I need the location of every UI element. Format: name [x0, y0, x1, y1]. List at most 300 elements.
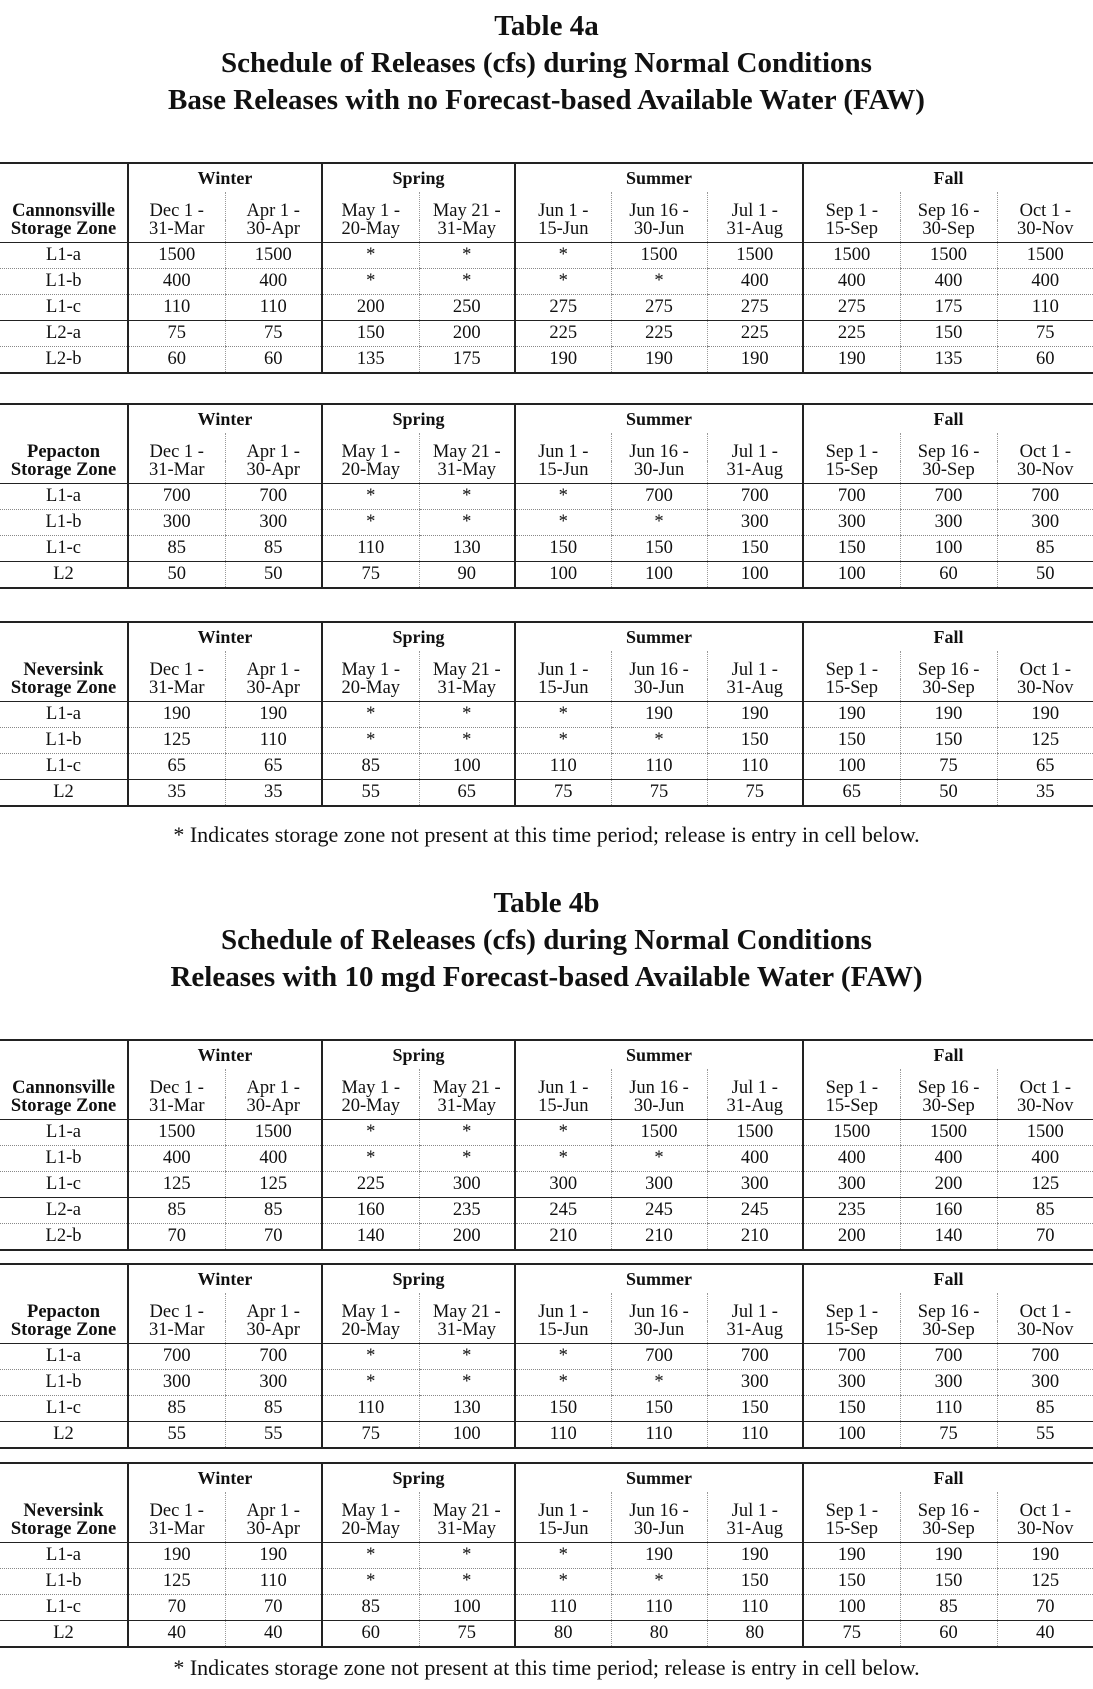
release-value-cell: 110: [515, 1422, 611, 1449]
period-label: 30-Jun: [611, 1321, 707, 1344]
period-label: 15-Jun: [515, 1520, 611, 1543]
release-value-cell: 190: [803, 1543, 900, 1569]
release-value-cell: 400: [803, 269, 900, 295]
release-value-cell: 125: [128, 728, 225, 754]
blank-cell: [0, 163, 128, 192]
release-value-cell: 400: [997, 269, 1093, 295]
release-value-cell: 1500: [803, 243, 900, 269]
table-4a-title-line-2: Schedule of Releases (cfs) during Normal Conditions: [221, 47, 872, 79]
release-value-cell: 1500: [225, 243, 322, 269]
release-value-cell: *: [322, 702, 419, 728]
storage-zone-label: Storage Zone: [0, 461, 128, 484]
period-label: 30-Jun: [611, 1097, 707, 1120]
release-value-cell: 400: [707, 1146, 803, 1172]
period-label: Apr 1 -: [225, 433, 322, 461]
release-value-cell: 200: [803, 1224, 900, 1251]
season-summer: Summer: [515, 404, 803, 433]
period-label: 31-Aug: [707, 1321, 803, 1344]
period-label: 15-Jun: [515, 1321, 611, 1344]
release-value-cell: 1500: [225, 1120, 322, 1146]
period-header-row: [0, 1520, 1093, 1543]
release-value-cell: *: [419, 702, 515, 728]
release-value-cell: 130: [419, 1396, 515, 1422]
release-value-cell: 55: [225, 1422, 322, 1449]
season-fall: Fall: [803, 163, 1093, 192]
period-label: 31-May: [419, 679, 515, 702]
reservoir-name: Neversink: [23, 1500, 104, 1520]
release-value-cell: 110: [225, 295, 322, 321]
period-label: Oct 1 -: [997, 1293, 1093, 1321]
storage-zone-cell: L1-b: [0, 1370, 128, 1396]
release-value-cell: *: [419, 1146, 515, 1172]
season-spring: Spring: [322, 404, 515, 433]
period-label: Oct 1 -: [997, 192, 1093, 220]
period-label: Apr 1 -: [225, 1492, 322, 1520]
release-value-cell: 75: [515, 780, 611, 807]
table-row: [0, 1370, 1093, 1396]
release-value-cell: 100: [803, 754, 900, 780]
season-header-row: [0, 163, 1093, 192]
release-value-cell: 300: [803, 1370, 900, 1396]
period-label: Jul 1 -: [707, 192, 803, 220]
period-label: Jun 16 -: [611, 1293, 707, 1321]
period-label: 31-Aug: [707, 220, 803, 243]
storage-zone-cell: L1-a: [0, 702, 128, 728]
release-value-cell: 1500: [900, 1120, 997, 1146]
storage-zone-cell: L1-c: [0, 295, 128, 321]
release-value-cell: 100: [803, 562, 900, 589]
release-value-cell: *: [515, 1120, 611, 1146]
release-value-cell: 275: [515, 295, 611, 321]
period-label: May 1 -: [322, 1492, 419, 1520]
period-label: Sep 16 -: [900, 1293, 997, 1321]
season-header-row: [0, 1264, 1093, 1293]
release-value-cell: 300: [707, 510, 803, 536]
table-4a-title-line-3: Base Releases with no Forecast-based Available Water (FAW): [168, 84, 925, 116]
release-value-cell: 400: [707, 269, 803, 295]
period-label: Sep 1 -: [803, 651, 900, 679]
release-value-cell: 700: [225, 484, 322, 510]
release-value-cell: 190: [900, 1543, 997, 1569]
release-value-cell: 700: [611, 484, 707, 510]
release-value-cell: *: [419, 243, 515, 269]
table-4b-title-line-1: Table 4b: [493, 887, 600, 919]
period-label: 15-Jun: [515, 679, 611, 702]
period-label: Apr 1 -: [225, 651, 322, 679]
period-label: 30-Apr: [225, 220, 322, 243]
release-value-cell: 700: [900, 1344, 997, 1370]
season-winter: Winter: [128, 1264, 322, 1293]
release-value-cell: 35: [997, 780, 1093, 807]
release-value-cell: 75: [900, 1422, 997, 1449]
period-label: 15-Jun: [515, 1097, 611, 1120]
period-label: 30-Jun: [611, 220, 707, 243]
release-value-cell: *: [611, 728, 707, 754]
table-4b-pepacton: [0, 1263, 1093, 1449]
period-label: Jun 16 -: [611, 192, 707, 220]
table-row: [0, 536, 1093, 562]
release-value-cell: 1500: [611, 1120, 707, 1146]
period-label: Dec 1 -: [128, 192, 225, 220]
release-value-cell: *: [515, 728, 611, 754]
period-label: Oct 1 -: [997, 1069, 1093, 1097]
release-value-cell: 190: [803, 702, 900, 728]
release-value-cell: 75: [128, 321, 225, 347]
storage-zone-cell: L1-a: [0, 1120, 128, 1146]
period-label: 31-Mar: [128, 1520, 225, 1543]
release-value-cell: 150: [803, 1396, 900, 1422]
release-value-cell: 190: [225, 1543, 322, 1569]
season-fall: Fall: [803, 1463, 1093, 1492]
period-label: 30-Apr: [225, 1321, 322, 1344]
storage-zone-cell: L1-b: [0, 1146, 128, 1172]
period-label: May 21 -: [419, 651, 515, 679]
release-value-cell: 70: [128, 1224, 225, 1251]
period-label: Sep 16 -: [900, 1069, 997, 1097]
table-4b-cannonsville: [0, 1039, 1093, 1251]
release-value-cell: 75: [997, 321, 1093, 347]
table-row: [0, 1224, 1093, 1251]
period-label: Oct 1 -: [997, 433, 1093, 461]
period-header-row: [0, 220, 1093, 243]
period-label: 15-Sep: [803, 220, 900, 243]
period-label: 31-May: [419, 1520, 515, 1543]
period-label: 30-Sep: [900, 461, 997, 484]
period-label: Dec 1 -: [128, 651, 225, 679]
storage-zone-cell: L1-c: [0, 1172, 128, 1198]
table-row: [0, 780, 1093, 807]
release-value-cell: 60: [900, 1621, 997, 1648]
release-value-cell: 225: [322, 1172, 419, 1198]
table-row: [0, 1120, 1093, 1146]
season-winter: Winter: [128, 404, 322, 433]
release-value-cell: 110: [322, 1396, 419, 1422]
release-value-cell: 150: [900, 728, 997, 754]
release-value-cell: 1500: [997, 243, 1093, 269]
period-label: Apr 1 -: [225, 192, 322, 220]
release-value-cell: 110: [997, 295, 1093, 321]
period-label: 30-Nov: [997, 1520, 1093, 1543]
period-label: Sep 1 -: [803, 1069, 900, 1097]
period-label: 30-Sep: [900, 220, 997, 243]
release-value-cell: 150: [803, 728, 900, 754]
release-value-cell: 70: [225, 1595, 322, 1621]
release-value-cell: 125: [128, 1172, 225, 1198]
release-value-cell: 225: [515, 321, 611, 347]
period-label: Jun 16 -: [611, 651, 707, 679]
release-value-cell: *: [322, 1344, 419, 1370]
release-value-cell: *: [322, 1120, 419, 1146]
release-value-cell: 245: [611, 1198, 707, 1224]
period-label: 31-Aug: [707, 1097, 803, 1120]
release-value-cell: *: [419, 1370, 515, 1396]
release-value-cell: 190: [611, 1543, 707, 1569]
storage-zone-cell: L1-b: [0, 1569, 128, 1595]
release-value-cell: 55: [997, 1422, 1093, 1449]
period-label: May 1 -: [322, 1293, 419, 1321]
release-value-cell: 65: [803, 780, 900, 807]
release-value-cell: 700: [611, 1344, 707, 1370]
season-winter: Winter: [128, 622, 322, 651]
release-value-cell: 235: [803, 1198, 900, 1224]
period-label: Jun 1 -: [515, 192, 611, 220]
period-label: May 21 -: [419, 1492, 515, 1520]
period-label: 31-Mar: [128, 679, 225, 702]
release-value-cell: 190: [707, 347, 803, 374]
period-label: 20-May: [322, 1520, 419, 1543]
period-label: 15-Sep: [803, 1321, 900, 1344]
period-label: 30-Jun: [611, 679, 707, 702]
release-value-cell: 225: [803, 321, 900, 347]
release-value-cell: *: [515, 510, 611, 536]
release-value-cell: 1500: [128, 243, 225, 269]
release-value-cell: 125: [997, 1172, 1093, 1198]
release-value-cell: 60: [128, 347, 225, 374]
season-winter: Winter: [128, 163, 322, 192]
release-value-cell: 210: [515, 1224, 611, 1251]
period-label: Jun 16 -: [611, 1492, 707, 1520]
period-label: May 1 -: [322, 192, 419, 220]
release-value-cell: 110: [128, 295, 225, 321]
release-value-cell: *: [419, 1569, 515, 1595]
release-value-cell: 400: [225, 269, 322, 295]
reservoir-name: Pepacton: [27, 1301, 100, 1321]
table-row: [0, 1344, 1093, 1370]
release-value-cell: 400: [900, 269, 997, 295]
period-label: Jul 1 -: [707, 1069, 803, 1097]
release-value-cell: 110: [225, 1569, 322, 1595]
release-value-cell: 200: [419, 1224, 515, 1251]
period-label: 30-Jun: [611, 1520, 707, 1543]
period-label: 30-Nov: [997, 1097, 1093, 1120]
season-header-row: [0, 1040, 1093, 1069]
period-label: May 1 -: [322, 651, 419, 679]
release-value-cell: 190: [128, 1543, 225, 1569]
release-value-cell: 300: [900, 510, 997, 536]
season-summer: Summer: [515, 1040, 803, 1069]
release-value-cell: 190: [900, 702, 997, 728]
release-value-cell: 300: [128, 510, 225, 536]
period-header-row: [0, 1293, 1093, 1321]
release-value-cell: 85: [322, 754, 419, 780]
release-value-cell: 85: [128, 1198, 225, 1224]
release-value-cell: 70: [225, 1224, 322, 1251]
period-label: 15-Jun: [515, 461, 611, 484]
release-value-cell: 190: [997, 702, 1093, 728]
release-value-cell: 80: [707, 1621, 803, 1648]
period-header-row: [0, 651, 1093, 679]
season-winter: Winter: [128, 1040, 322, 1069]
release-value-cell: *: [322, 1569, 419, 1595]
release-value-cell: 150: [900, 321, 997, 347]
release-value-cell: 700: [900, 484, 997, 510]
release-value-cell: 100: [803, 1595, 900, 1621]
period-header-row: [0, 1069, 1093, 1097]
release-value-cell: 190: [611, 702, 707, 728]
release-value-cell: *: [611, 1146, 707, 1172]
release-value-cell: 300: [900, 1370, 997, 1396]
period-label: Sep 16 -: [900, 1492, 997, 1520]
period-label: 30-Sep: [900, 1097, 997, 1120]
release-value-cell: 245: [515, 1198, 611, 1224]
period-header-row: [0, 461, 1093, 484]
blank-cell: [0, 1463, 128, 1492]
period-label: May 1 -: [322, 433, 419, 461]
table-row: [0, 1569, 1093, 1595]
release-value-cell: 150: [515, 1396, 611, 1422]
release-value-cell: 225: [611, 321, 707, 347]
period-label: Apr 1 -: [225, 1293, 322, 1321]
release-value-cell: 110: [322, 536, 419, 562]
release-value-cell: 190: [611, 347, 707, 374]
storage-zone-cell: L1-b: [0, 510, 128, 536]
release-value-cell: *: [515, 1370, 611, 1396]
table-row: [0, 243, 1093, 269]
release-value-cell: 700: [707, 1344, 803, 1370]
storage-zone-cell: L1-b: [0, 728, 128, 754]
period-label: Sep 1 -: [803, 1492, 900, 1520]
release-value-cell: 125: [997, 728, 1093, 754]
release-value-cell: 140: [900, 1224, 997, 1251]
table-row: [0, 1543, 1093, 1569]
period-label: Jun 1 -: [515, 433, 611, 461]
release-value-cell: 245: [707, 1198, 803, 1224]
release-value-cell: 85: [997, 536, 1093, 562]
table-row: [0, 347, 1093, 374]
release-value-cell: 175: [900, 295, 997, 321]
season-spring: Spring: [322, 1040, 515, 1069]
table-4a-cannonsville: [0, 162, 1093, 374]
period-label: 30-Sep: [900, 1520, 997, 1543]
table-4b-footnote: * Indicates storage zone not present at this time period; release is entry in cell below.: [173, 1655, 920, 1680]
period-label: Jul 1 -: [707, 651, 803, 679]
release-value-cell: 65: [997, 754, 1093, 780]
table-row: [0, 510, 1093, 536]
release-value-cell: 300: [707, 1172, 803, 1198]
storage-zone-cell: L2-b: [0, 347, 128, 374]
storage-zone-label: Storage Zone: [0, 1520, 128, 1543]
release-value-cell: 85: [322, 1595, 419, 1621]
release-value-cell: 1500: [707, 243, 803, 269]
release-value-cell: *: [515, 1569, 611, 1595]
release-value-cell: 200: [322, 295, 419, 321]
release-value-cell: 700: [707, 484, 803, 510]
release-value-cell: 200: [419, 321, 515, 347]
period-header-row: [0, 192, 1093, 220]
release-value-cell: 85: [225, 536, 322, 562]
release-value-cell: *: [322, 1370, 419, 1396]
release-value-cell: 110: [611, 1422, 707, 1449]
storage-zone-cell: L1-a: [0, 1344, 128, 1370]
table-row: [0, 321, 1093, 347]
release-value-cell: 80: [611, 1621, 707, 1648]
table-row: [0, 728, 1093, 754]
release-value-cell: 65: [128, 754, 225, 780]
release-value-cell: 110: [225, 728, 322, 754]
storage-zone-cell: L2: [0, 562, 128, 589]
blank-cell: [0, 1264, 128, 1293]
blank-cell: [0, 1040, 128, 1069]
period-label: Apr 1 -: [225, 1069, 322, 1097]
period-label: 31-Aug: [707, 679, 803, 702]
release-value-cell: 190: [515, 347, 611, 374]
table-row: [0, 484, 1093, 510]
release-value-cell: 100: [900, 536, 997, 562]
period-label: 15-Sep: [803, 1097, 900, 1120]
period-label: 20-May: [322, 220, 419, 243]
table-row: [0, 562, 1093, 589]
season-winter: Winter: [128, 1463, 322, 1492]
table-row: [0, 702, 1093, 728]
season-header-row: [0, 404, 1093, 433]
period-label: 15-Jun: [515, 220, 611, 243]
reservoir-name: Cannonsville: [12, 1077, 115, 1097]
storage-zone-label: Storage Zone: [0, 1321, 128, 1344]
release-value-cell: 65: [419, 780, 515, 807]
table-row: [0, 1621, 1093, 1648]
period-label: Sep 16 -: [900, 433, 997, 461]
reservoir-name: Pepacton: [27, 441, 100, 461]
release-value-cell: 175: [419, 347, 515, 374]
period-label: 20-May: [322, 679, 419, 702]
period-label: Jul 1 -: [707, 1492, 803, 1520]
release-value-cell: 1500: [128, 1120, 225, 1146]
release-value-cell: *: [611, 1370, 707, 1396]
release-value-cell: 300: [707, 1370, 803, 1396]
release-value-cell: 65: [225, 754, 322, 780]
table-row: [0, 295, 1093, 321]
storage-zone-cell: L1-b: [0, 269, 128, 295]
release-value-cell: 85: [900, 1595, 997, 1621]
period-header-row: [0, 1492, 1093, 1520]
period-label: Jun 1 -: [515, 1293, 611, 1321]
storage-zone-cell: L2: [0, 1621, 128, 1648]
period-label: 15-Sep: [803, 679, 900, 702]
release-value-cell: 90: [419, 562, 515, 589]
release-value-cell: 50: [225, 562, 322, 589]
release-value-cell: 300: [997, 1370, 1093, 1396]
period-label: 20-May: [322, 1321, 419, 1344]
period-label: 30-Apr: [225, 1520, 322, 1543]
release-value-cell: 55: [322, 780, 419, 807]
release-value-cell: 75: [419, 1621, 515, 1648]
release-value-cell: 75: [707, 780, 803, 807]
release-value-cell: 125: [128, 1569, 225, 1595]
season-spring: Spring: [322, 622, 515, 651]
period-label: 15-Sep: [803, 461, 900, 484]
release-value-cell: 1500: [997, 1120, 1093, 1146]
period-label: 30-Apr: [225, 1097, 322, 1120]
table-row: [0, 1422, 1093, 1449]
period-label: Jun 1 -: [515, 1492, 611, 1520]
season-spring: Spring: [322, 163, 515, 192]
period-header-row: [0, 679, 1093, 702]
release-value-cell: 700: [225, 1344, 322, 1370]
season-summer: Summer: [515, 1463, 803, 1492]
table-4b-title: [0, 885, 1093, 996]
season-spring: Spring: [322, 1264, 515, 1293]
release-value-cell: 150: [611, 1396, 707, 1422]
release-value-cell: *: [419, 1543, 515, 1569]
table-row: [0, 269, 1093, 295]
release-value-cell: 100: [707, 562, 803, 589]
period-label: Dec 1 -: [128, 433, 225, 461]
period-label: Dec 1 -: [128, 1293, 225, 1321]
release-value-cell: 100: [419, 1422, 515, 1449]
release-value-cell: 1500: [707, 1120, 803, 1146]
table-4a-footnote: * Indicates storage zone not present at this time period; release is entry in cell below.: [173, 822, 920, 847]
release-value-cell: 75: [322, 1422, 419, 1449]
